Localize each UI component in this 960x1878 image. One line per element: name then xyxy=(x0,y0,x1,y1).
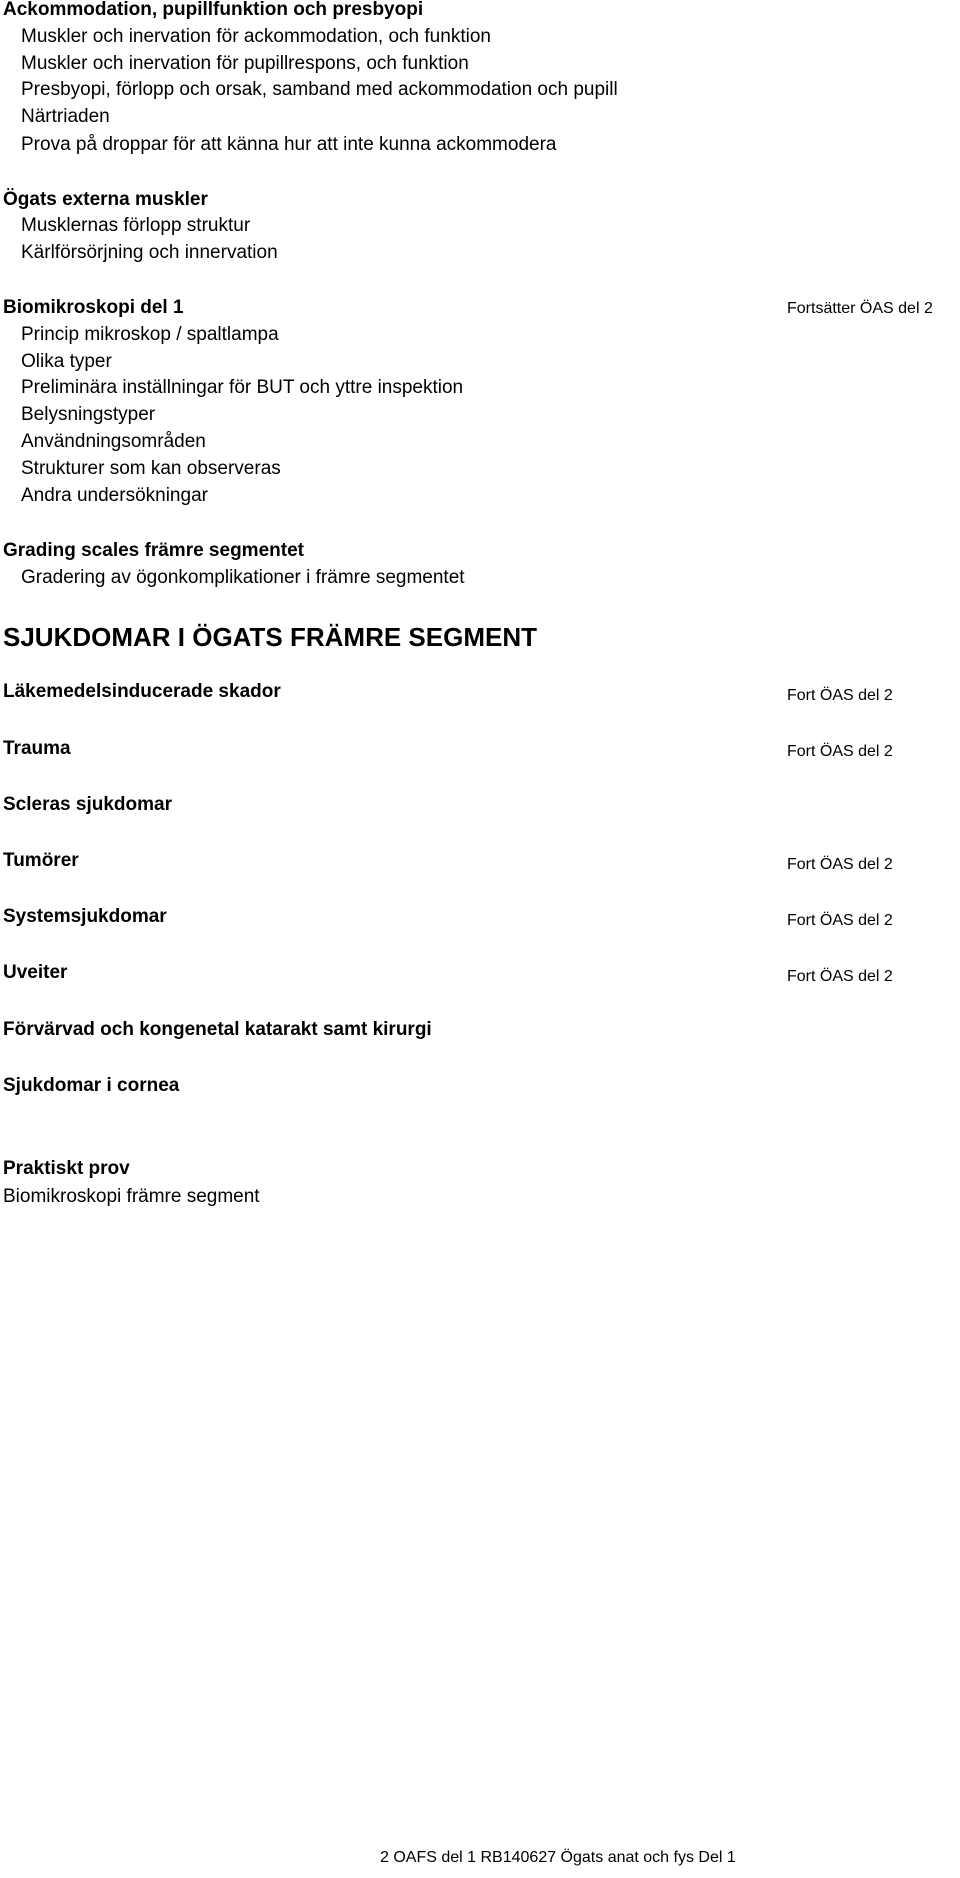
list-item: Andra undersökningar xyxy=(21,485,208,506)
list-item: Musklernas förlopp struktur xyxy=(21,215,251,236)
list-item: Olika typer xyxy=(21,351,112,372)
continuation-note: Fort ÖAS del 2 xyxy=(787,856,893,873)
disease-heading: Tumörer xyxy=(3,850,79,871)
list-item: Belysningstyper xyxy=(21,404,156,425)
section-heading-ackommodation: Ackommodation, pupillfunktion och presbyopi xyxy=(3,0,424,20)
continuation-note: Fort ÖAS del 2 xyxy=(787,912,893,929)
disease-heading: Systemsjukdomar xyxy=(3,906,167,927)
list-item: Prova på droppar för att känna hur att inte kunna ackommodera xyxy=(21,134,557,155)
list-item: Gradering av ögonkomplikationer i främre segmentet xyxy=(21,567,465,588)
section-heading-externa-muskler: Ögats externa muskler xyxy=(3,189,208,210)
continuation-note: Fort ÖAS del 2 xyxy=(787,687,893,704)
list-item: Användningsområden xyxy=(21,431,206,452)
list-item: Presbyopi, förlopp och orsak, samband med ackommodation och pupill xyxy=(21,79,618,100)
practical-heading: Praktiskt prov xyxy=(3,1158,130,1179)
disease-heading: Scleras sjukdomar xyxy=(3,794,172,815)
main-title: SJUKDOMAR I ÖGATS FRÄMRE SEGMENT xyxy=(3,622,537,652)
disease-heading: Uveiter xyxy=(3,962,68,983)
list-item: Princip mikroskop / spaltlampa xyxy=(21,324,279,345)
disease-heading: Trauma xyxy=(3,738,71,759)
page-footer: 2 OAFS del 1 RB140627 Ögats anat och fys Del 1 xyxy=(380,1849,736,1866)
disease-heading: Läkemedelsinducerade skador xyxy=(3,681,281,702)
continuation-note: Fort ÖAS del 2 xyxy=(787,968,893,985)
section-heading-grading: Grading scales främre segmentet xyxy=(3,540,304,561)
list-item: Preliminära inställningar för BUT och yttre inspektion xyxy=(21,377,464,398)
disease-heading: Sjukdomar i cornea xyxy=(3,1075,180,1096)
practical-item: Biomikroskopi främre segment xyxy=(3,1186,260,1207)
continuation-note: Fort ÖAS del 2 xyxy=(787,743,893,760)
disease-heading: Förvärvad och kongenetal katarakt samt kirurgi xyxy=(3,1019,432,1040)
list-item: Muskler och inervation för ackommodation, och funktion xyxy=(21,26,491,47)
list-item: Kärlförsörjning och innervation xyxy=(21,242,278,263)
list-item: Muskler och inervation för pupillrespons, och funktion xyxy=(21,53,469,74)
list-item: Strukturer som kan observeras xyxy=(21,458,281,479)
continuation-note: Fortsätter ÖAS del 2 xyxy=(787,300,933,317)
list-item: Närtriaden xyxy=(21,106,110,127)
section-heading-biomikroskopi: Biomikroskopi del 1 xyxy=(3,297,184,318)
